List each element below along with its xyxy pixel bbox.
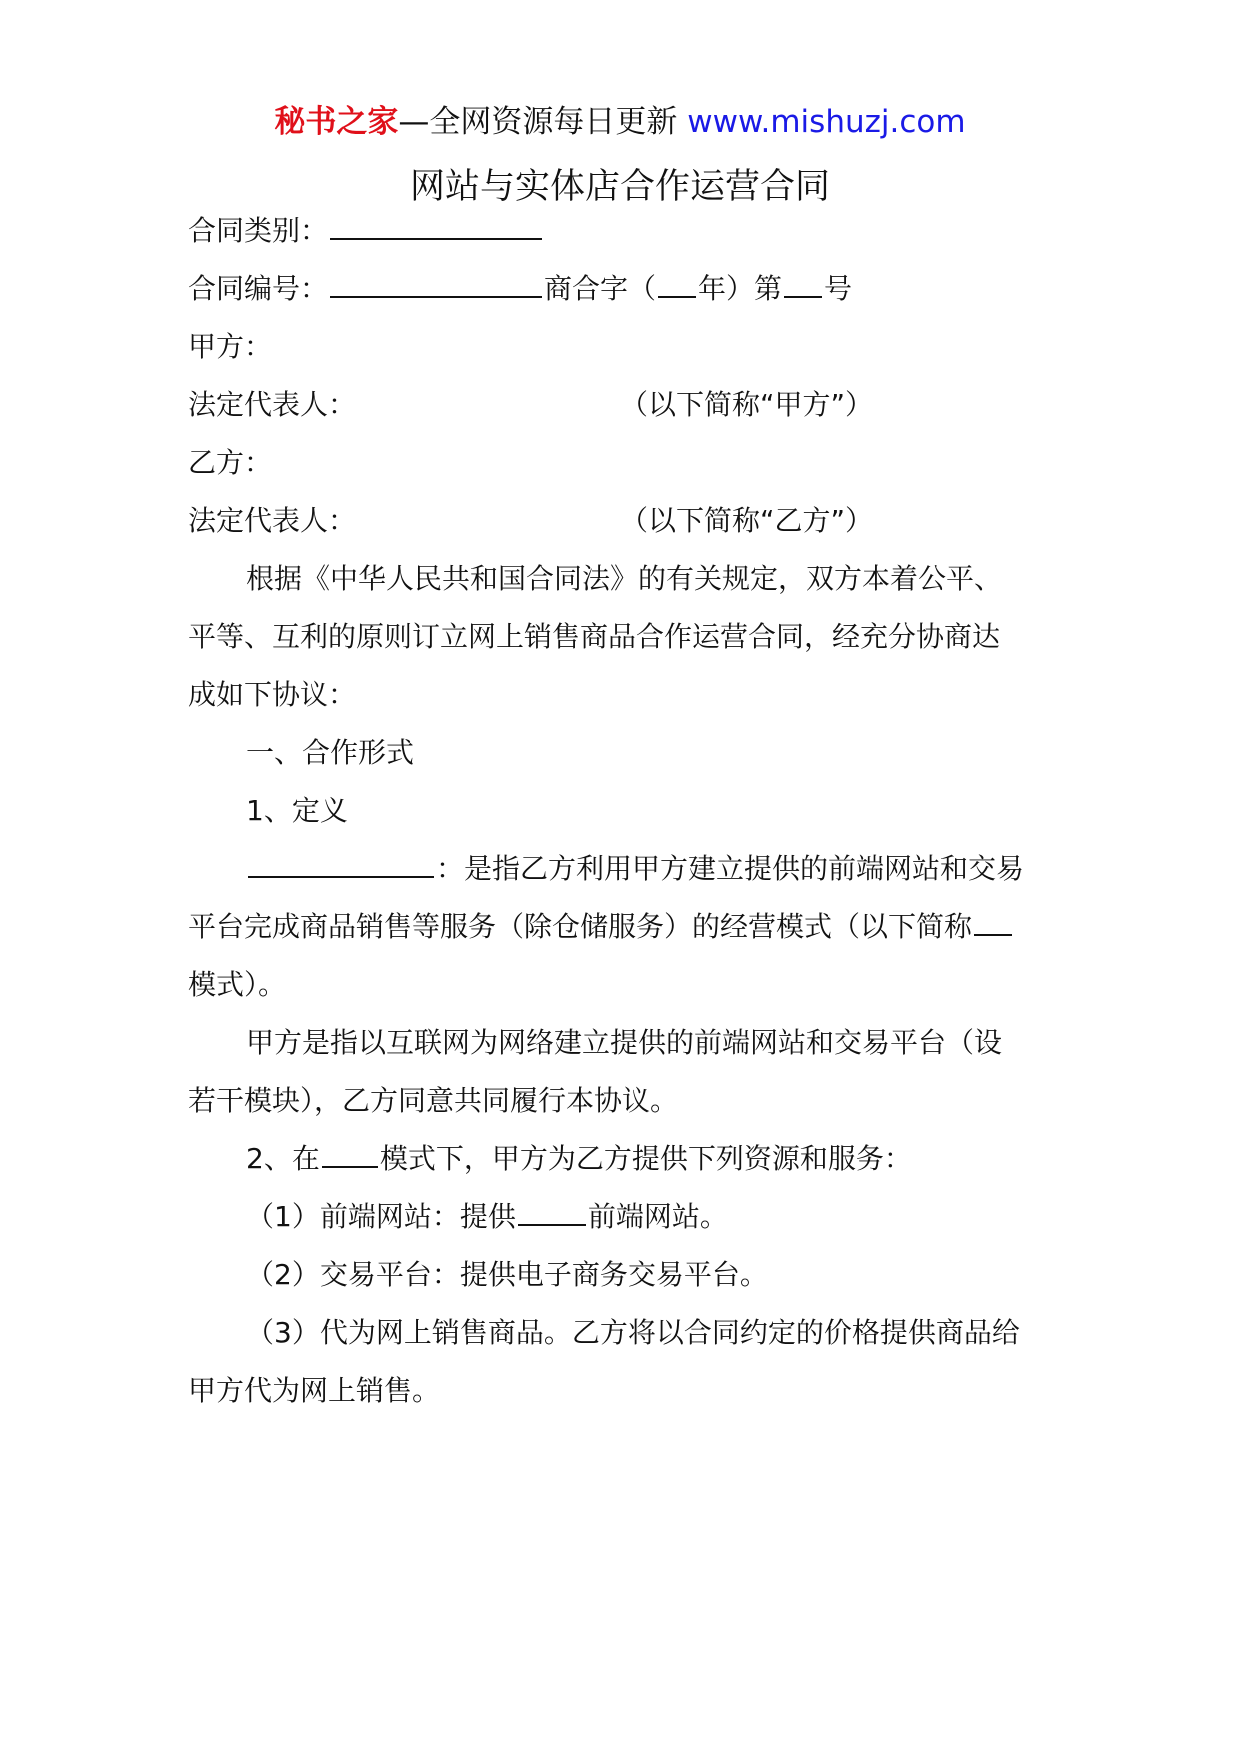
- contract-type-line: [188, 211, 544, 251]
- item-2-prefix: 2、在: [246, 1142, 320, 1175]
- party-a-representative-label: 法定代表人：: [188, 388, 357, 421]
- definition-text: ：是指乙方利用甲方建立提供的前端网站和交易: [436, 852, 1025, 885]
- contract-type-blank: [330, 212, 542, 240]
- intro-paragraph-line: 根据《中华人民共和国合同法》的有关规定，双方本着公平、: [246, 562, 1003, 595]
- party-b-label: 乙方：: [188, 446, 273, 479]
- intro-paragraph-line: 平等、互利的原则订立网上销售商品合作运营合同，经充分协商达: [188, 620, 1001, 653]
- contract-number-year: 年）第: [698, 272, 783, 305]
- contract-number-prefix: 商合字（: [544, 272, 657, 305]
- sub-item-1-blank: [518, 1198, 586, 1226]
- party-b-representative-line: [188, 501, 988, 541]
- party-a-representative-line: [188, 385, 988, 425]
- party-a-definition-line: 若干模块），乙方同意共同履行本协议。: [188, 1084, 679, 1117]
- intro-paragraph-line: 成如下协议：: [188, 678, 357, 711]
- party-a-definition-line: 甲方是指以互联网为网络建立提供的前端网站和交易平台（设: [246, 1026, 1003, 1059]
- definition-term-blank: [248, 850, 434, 878]
- contract-number-suffix: 号: [824, 272, 853, 305]
- sub-item-1: [246, 1197, 728, 1237]
- sub-item-1-text: 前端网站。: [587, 1200, 728, 1233]
- header-tagline: —全网资源每日更新: [398, 104, 678, 140]
- contract-number-blank: [330, 270, 542, 298]
- party-b-abbreviation: （以下简称“乙方”）: [620, 504, 874, 537]
- item-heading: 1、定义: [246, 794, 348, 827]
- item-2-line: [246, 1139, 912, 1179]
- site-header: [0, 100, 1240, 144]
- sub-item-2: （2）交易平台：提供电子商务交易平台。: [246, 1258, 768, 1291]
- brand-name: 秘书之家: [274, 104, 399, 140]
- sub-item-1-prefix: （1）前端网站：提供: [246, 1200, 516, 1233]
- party-a-abbreviation: （以下简称“甲方”）: [620, 388, 874, 421]
- definition-line: 模式）。: [188, 968, 287, 1001]
- contract-type-label: 合同类别：: [188, 214, 329, 247]
- site-url: www.mishuzj.com: [687, 104, 966, 140]
- contract-number-label: 合同编号：: [188, 272, 329, 305]
- contract-number-line: [188, 269, 852, 309]
- item-2-mode-blank: [322, 1140, 378, 1168]
- party-b-representative-label: 法定代表人：: [188, 504, 357, 537]
- item-2-text: 模式下，甲方为乙方提供下列资源和服务：: [379, 1142, 912, 1175]
- mode-name-blank: [974, 908, 1012, 936]
- sub-item-3-continued: 甲方代为网上销售。: [188, 1374, 441, 1407]
- section-heading: 一、合作形式: [246, 736, 415, 769]
- sub-item-3: （3）代为网上销售商品。乙方将以合同约定的价格提供商品给: [246, 1316, 1020, 1349]
- definition-line: [188, 907, 1014, 947]
- document-title: 网站与实体店合作运营合同: [409, 167, 830, 207]
- party-a-label: 甲方：: [188, 330, 273, 363]
- contract-year-blank: [658, 270, 696, 298]
- definition-text: 平台完成商品销售等服务（除仓储服务）的经营模式（以下简称: [188, 910, 973, 943]
- definition-line: [246, 849, 1024, 889]
- contract-serial-blank: [784, 270, 822, 298]
